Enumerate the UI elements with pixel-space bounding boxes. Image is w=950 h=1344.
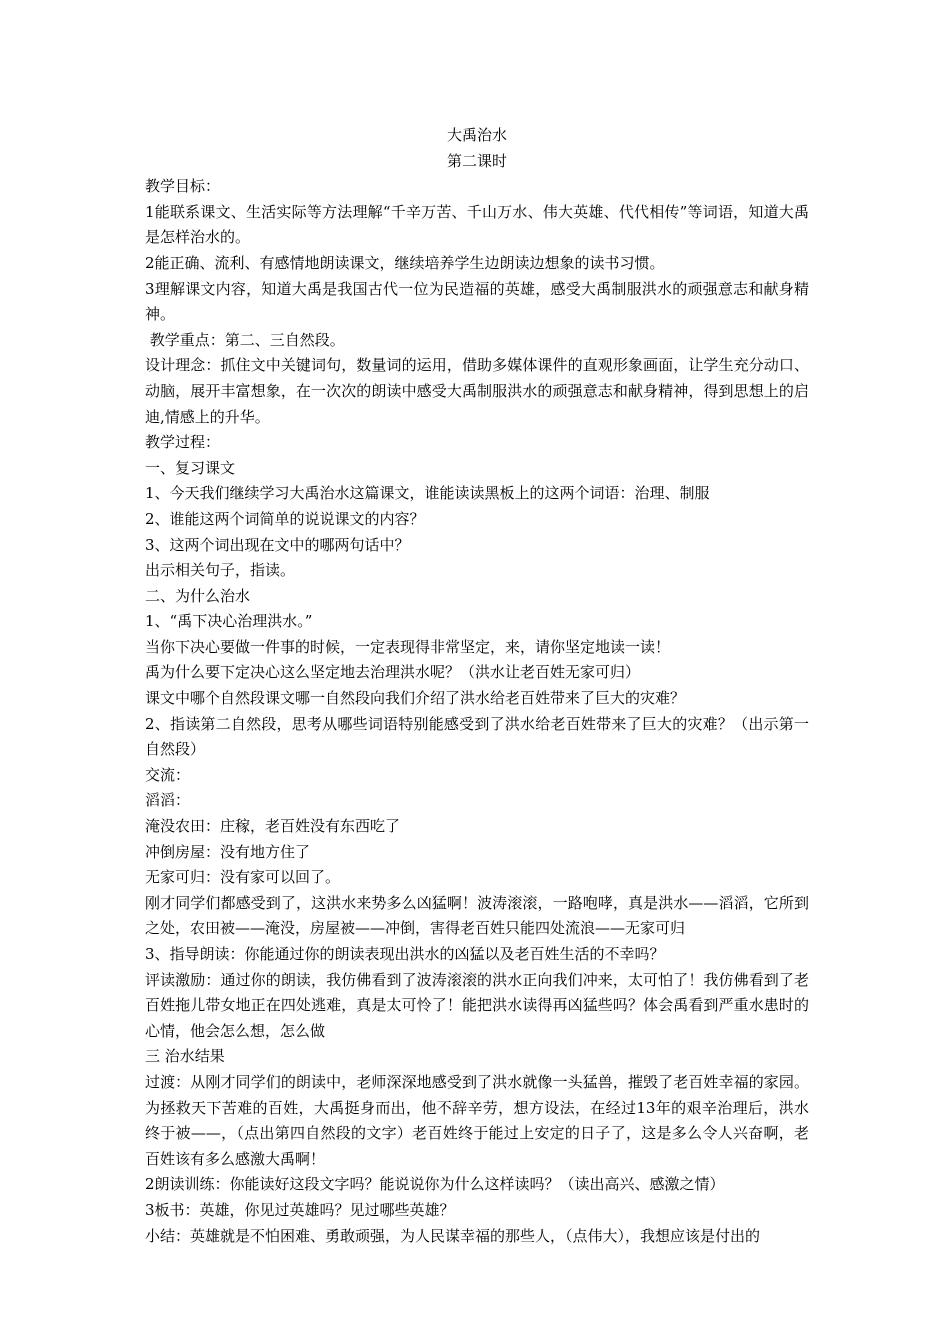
why-item-2: 2、指读第二自然段，思考从哪些词语特别能感受到了洪水给老百姓带来了巨大的灾难？（出示第一自然段） [145, 714, 809, 759]
teaching-focus: 教学重点：第二、三自然段。 [145, 330, 345, 349]
flood-summary: 刚才同学们都感受到了，这洪水来势多么凶猛啊！波涛滚滚，一路咆哮，真是洪水——滔滔，它所到之处，农田被——淹没，房屋被——冲倒，害得老百姓只能四处流浪——无家可归 [145, 893, 809, 938]
part-heading-why: 二、为什么治水 [145, 586, 251, 605]
exchange-label: 交流： [145, 765, 191, 784]
transition-paragraph: 过渡：从刚才同学们的朗读中，老师深深地感受到了洪水就像一头猛兽，摧毁了老百姓幸福的家园。为拯救天下苦难的百姓，大禹挺身而出，他不辞辛劳，想方设法，在经过13年的艰辛治理后，洪水终于被——，（点出第四自然段的文字）老百姓终于能过上安定的日子了，这是多么令人兴奋啊，老百姓该有多么感激大禹啊！ [145, 1072, 809, 1168]
result-item-2: 2朗读训练：你能读好这段文字吗？能说说你为什么这样读吗？（读出高兴、感激之情） [145, 1175, 725, 1194]
review-item-3: 3、这两个词出现在文中的哪两句话中？ [145, 535, 410, 554]
why-text-2: 禹为什么要下定决心这么坚定地去治理洪水呢？（洪水让老百姓无家可归） [145, 663, 641, 682]
part-heading-result: 三 治水结果 [145, 1047, 225, 1066]
result-item-3: 3板书：英雄，你见过英雄吗？见过哪些英雄？ [145, 1200, 455, 1219]
summary-line: 小结：英雄就是不怕困难、勇敢顽强，为人民谋幸福的那些人，（点伟大），我想应该是付出的 [145, 1226, 761, 1245]
objective-3: 3理解课文内容，知道大禹是我国古代一位为民造福的英雄，感受大禹制服洪水的顽强意志和献身精神。 [145, 279, 809, 324]
document-subtitle: 第二课时 [446, 151, 507, 170]
section-heading-process: 教学过程： [145, 433, 221, 452]
reading-encouragement: 评读激励：通过你的朗读，我仿佛看到了波涛滚滚的洪水正向我们冲来，太可怕了！我仿佛看到了老百姓拖儿带女地正在四处逃难，真是太可怜了！能把洪水读得再凶猛些吗？体会禹看到严重水患时的心情，他会怎么想，怎么做 [145, 970, 809, 1040]
exchange-flooded-fields: 淹没农田：庄稼，老百姓没有东西吃了 [145, 817, 401, 836]
part-heading-review: 一、复习课文 [145, 458, 236, 477]
document-page [145, 123, 809, 1249]
why-text-3: 课文中哪个自然段课文哪一自然段向我们介绍了洪水给老百姓带来了巨大的灾难？ [145, 689, 686, 708]
why-item-3: 3、指导朗读：你能通过你的朗读表现出洪水的凶猛以及老百姓生活的不幸吗？ [145, 945, 665, 963]
design-concept: 设计理念：抓住文中关键词句，数量词的运用，借助多媒体课件的直观形象画面，让学生充分动口、动脑，展开丰富想象，在一次次的朗读中感受大禹制服洪水的顽强意志和献身精神，得到思想上的启迪,情感上的升华。 [145, 356, 809, 426]
review-item-1: 1、今天我们继续学习大禹治水这篇课文，谁能读读黑板上的这两个词语：治理、制服 [145, 484, 710, 503]
section-heading-objectives: 教学目标： [145, 177, 221, 196]
exchange-taotao: 滔滔： [145, 791, 191, 810]
exchange-homeless: 无家可归：没有家可以回了。 [145, 868, 341, 887]
document-title: 大禹治水 [446, 126, 507, 144]
objective-2: 2能正确、流利、有感情地朗读课文，继续培养学生边朗读边想象的读书习惯。 [145, 253, 665, 272]
review-item-2: 2、谁能这两个词简单的说说课文的内容？ [145, 509, 425, 528]
objective-1: 1能联系课文、生活实际等方法理解“千辛万苦、千山万水、伟大英雄、代代相传”等词语，知道大禹是怎样治水的。 [145, 202, 809, 247]
why-text-1: 当你下决心要做一件事的时候，一定表现得非常坚定，来，请你坚定地读一读！ [145, 637, 671, 656]
review-note: 出示相关句子，指读。 [145, 561, 296, 580]
why-item-1: 1、“禹下决心治理洪水。” [145, 612, 313, 631]
exchange-collapsed-houses: 冲倒房屋：没有地方住了 [145, 842, 311, 861]
